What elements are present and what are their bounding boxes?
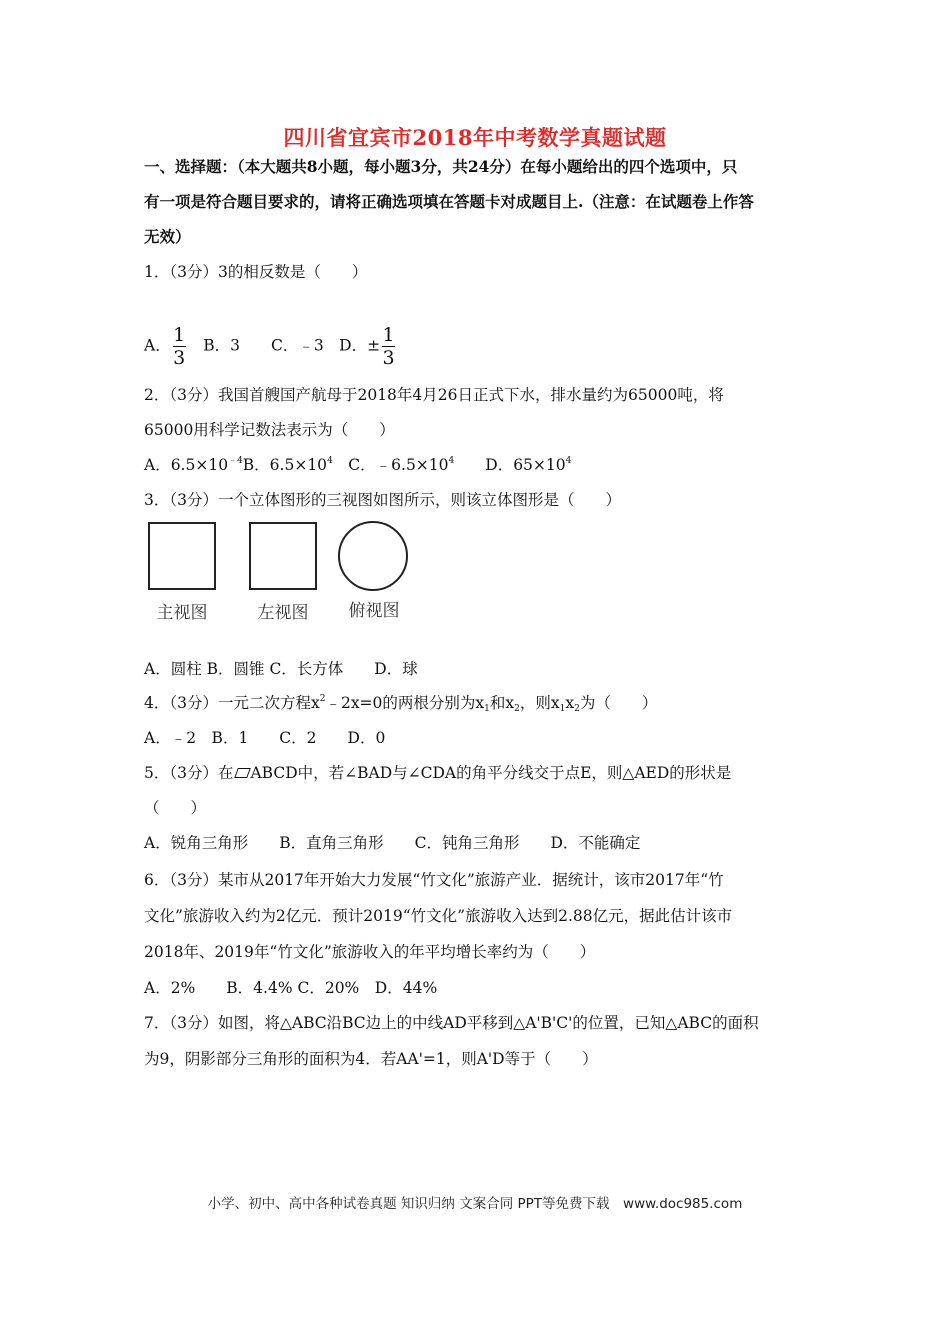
- section-instruction-line-3: 无效）: [144, 227, 191, 246]
- q1-option-a-denominator: 3: [173, 347, 186, 369]
- q1-option-a-fraction: [173, 326, 186, 367]
- question-1-options: [144, 326, 397, 367]
- q5-text-2: ABCD中，若∠BAD与∠CDA的角平分线交于点E，则△AED的形状是: [250, 764, 732, 782]
- q1-option-a-label: A．: [144, 336, 171, 355]
- question-5-options: A．锐角三角形 B．直角三角形 C．钝角三角形 D．不能确定: [144, 834, 641, 852]
- q1-option-d-numerator: 1: [382, 324, 395, 346]
- q5-text-1: 5．（3分）在: [144, 764, 234, 782]
- q2-option-d: D．65×10: [454, 456, 566, 474]
- question-2-line-1: 2．（3分）我国首艘国产航母于2018年4月26日正式下水，排水量约为65000吨，将: [144, 386, 724, 404]
- question-6-line-2: 文化”旅游收入约为2亿元．预计2019“竹文化”旅游收入达到2.88亿元，据此估计该市: [144, 907, 733, 925]
- q2-option-a-exponent: ﹣4: [228, 456, 243, 466]
- question-7-line-1: 7．（3分）如图，将△ABC沿BC边上的中线AD平移到△A'B'C'的位置，已知△ABC的面积: [144, 1014, 759, 1032]
- question-6-line-3: 2018年、2019年“竹文化”旅游收入的年平均增长率约为（ ）: [144, 943, 596, 961]
- q4-text-5: x: [565, 694, 575, 712]
- q2-option-c: C．﹣6.5×10: [332, 456, 449, 474]
- question-5-stem: [144, 763, 731, 783]
- q1-option-d-denominator: 3: [382, 347, 395, 369]
- question-1-stem: 1．（3分）3的相反数是（ ）: [144, 263, 368, 281]
- q4-text-6: 为（ ）: [579, 694, 658, 712]
- top-view-circle: [338, 521, 408, 591]
- q4-subscript-3: 1: [559, 704, 566, 714]
- q4-subscript-4: 2: [574, 704, 580, 714]
- question-3-options: A．圆柱 B．圆锥 C．长方体 D．球: [144, 660, 418, 678]
- footer-download-link[interactable]: 小学、初中、高中各种试卷真题 知识归纳 文案合同 PPT等免费下载 www.doc985.com: [207, 1196, 743, 1212]
- q1-option-d-fraction: [382, 326, 395, 367]
- section-instruction-line-2: 有一项是符合题目要求的，请将正确选项填在答题卡对成题目上.（注意：在试题卷上作答: [144, 192, 754, 211]
- q4-text-4: ，则x: [519, 694, 560, 712]
- question-2-line-2: 65000用科学记数法表示为（ ）: [144, 421, 395, 439]
- q1-option-a-numerator: 1: [173, 324, 186, 346]
- front-view-label: 主视图: [156, 603, 208, 623]
- left-view-label: 左视图: [257, 603, 309, 623]
- top-view-label: 俯视图: [348, 601, 400, 621]
- q2-option-c-exponent: 4: [448, 456, 455, 466]
- question-2-options: [144, 455, 571, 475]
- q4-subscript-1: 1: [484, 704, 490, 714]
- parallelogram-icon: [235, 768, 252, 778]
- q2-option-b: B．6.5×10: [242, 456, 328, 474]
- q4-square-exponent: 2: [319, 694, 326, 704]
- left-view-square: [249, 522, 317, 590]
- page-title: 四川省宜宾市2018年中考数学真题试题: [283, 125, 667, 150]
- section-instruction-line-1: 一、选择题：（本大题共8小题，每小题3分，共24分）在每小题给出的四个选项中，只: [144, 157, 738, 176]
- q4-text-1: 4．（3分）一元二次方程x: [144, 694, 320, 712]
- front-view-square: [148, 522, 216, 590]
- q2-option-d-exponent: 4: [565, 456, 572, 466]
- question-3-stem: 3．（3分）一个立体图形的三视图如图所示，则该立体图形是（ ）: [144, 491, 621, 509]
- question-5-line-2: （ ）: [144, 799, 207, 817]
- q2-option-a: A．6.5×10: [144, 456, 229, 474]
- question-4-stem: [144, 693, 657, 713]
- question-6-options: A．2% B．4.4% C．20% D．44%: [144, 979, 438, 997]
- question-4-options: A．﹣2 B．1 C．2 D．0: [144, 729, 386, 747]
- q2-option-b-exponent: 4: [327, 456, 333, 466]
- question-7-line-2: 为9，阴影部分三角形的面积为4．若AA'=1，则A'D等于（ ）: [144, 1050, 598, 1068]
- q4-subscript-2: 2: [514, 704, 520, 714]
- q4-text-3: 和x: [489, 694, 515, 712]
- q1-option-bc: B．3 C．﹣3 D．±: [187, 336, 381, 355]
- q4-text-2: ﹣2x=0的两根分别为x: [325, 694, 485, 712]
- question-6-line-1: 6．（3分）某市从2017年开始大力发展“竹文化”旅游产业．据统计，该市2017年“竹: [144, 871, 724, 889]
